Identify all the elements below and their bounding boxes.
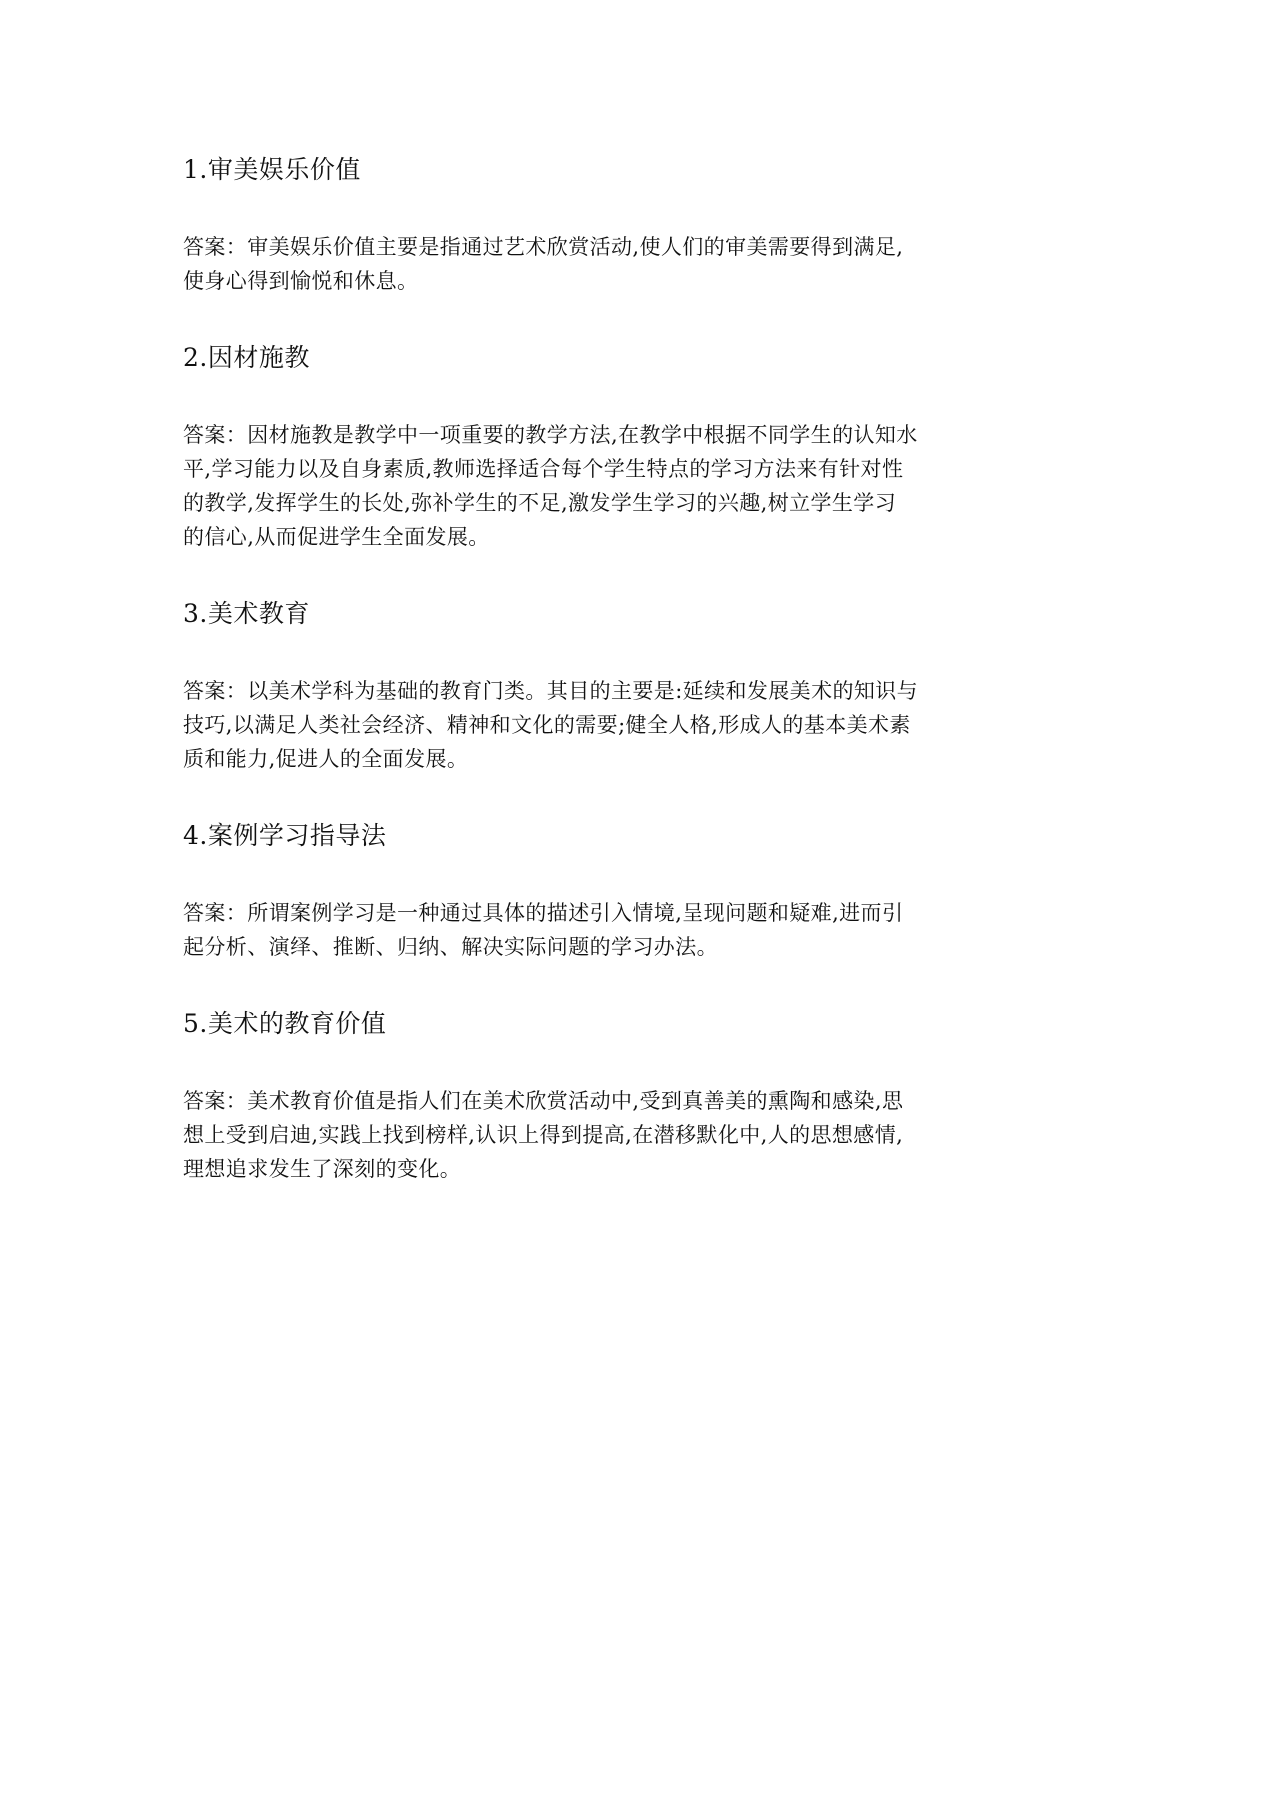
answer-paragraph — [183, 1084, 1033, 1186]
document-content — [183, 150, 1033, 1226]
answer-line: 质和能力,促进人的全面发展。 — [183, 747, 469, 771]
answer-line: 平,学习能力以及自身素质,教师选择适合每个学生特点的学习方法来有针对性 — [183, 457, 904, 481]
answer-line: 答案：因材施教是教学中一项重要的教学方法,在教学中根据不同学生的认知水 — [183, 423, 918, 447]
answer-line: 起分析、演绎、推断、归纳、解决实际问题的学习办法。 — [183, 935, 718, 959]
qa-item-1 — [183, 150, 1033, 298]
answer-paragraph — [183, 896, 1033, 964]
answer-line: 答案：所谓案例学习是一种通过具体的描述引入情境,呈现问题和疑难,进而引 — [183, 901, 904, 925]
qa-item-4 — [183, 816, 1033, 964]
answer-line: 的信心,从而促进学生全面发展。 — [183, 525, 490, 549]
qa-item-3 — [183, 594, 1033, 776]
question-title: 3.美术教育 — [183, 599, 310, 628]
question-title: 1.审美娱乐价值 — [183, 155, 361, 184]
answer-line: 答案：审美娱乐价值主要是指通过艺术欣赏活动,使人们的审美需要得到满足, — [183, 235, 904, 259]
question-title: 2.因材施教 — [183, 343, 310, 372]
qa-item-5 — [183, 1004, 1033, 1186]
question-title: 4.案例学习指导法 — [183, 821, 387, 850]
answer-paragraph — [183, 674, 1033, 776]
answer-paragraph — [183, 418, 1033, 554]
answer-paragraph — [183, 230, 1033, 298]
answer-line: 想上受到启迪,实践上找到榜样,认识上得到提高,在潜移默化中,人的思想感情, — [183, 1123, 904, 1147]
answer-line: 使身心得到愉悦和休息。 — [183, 269, 419, 293]
answer-line: 答案：以美术学科为基础的教育门类。其目的主要是:延续和发展美术的知识与 — [183, 679, 919, 703]
answer-line: 技巧,以满足人类社会经济、精神和文化的需要;健全人格,形成人的基本美术素 — [183, 713, 911, 737]
answer-line: 理想追求发生了深刻的变化。 — [183, 1157, 462, 1181]
question-title: 5.美术的教育价值 — [183, 1009, 387, 1038]
answer-line: 的教学,发挥学生的长处,弥补学生的不足,激发学生学习的兴趣,树立学生学习 — [183, 491, 897, 515]
answer-line: 答案：美术教育价值是指人们在美术欣赏活动中,受到真善美的熏陶和感染,思 — [183, 1089, 904, 1113]
qa-item-2 — [183, 338, 1033, 554]
